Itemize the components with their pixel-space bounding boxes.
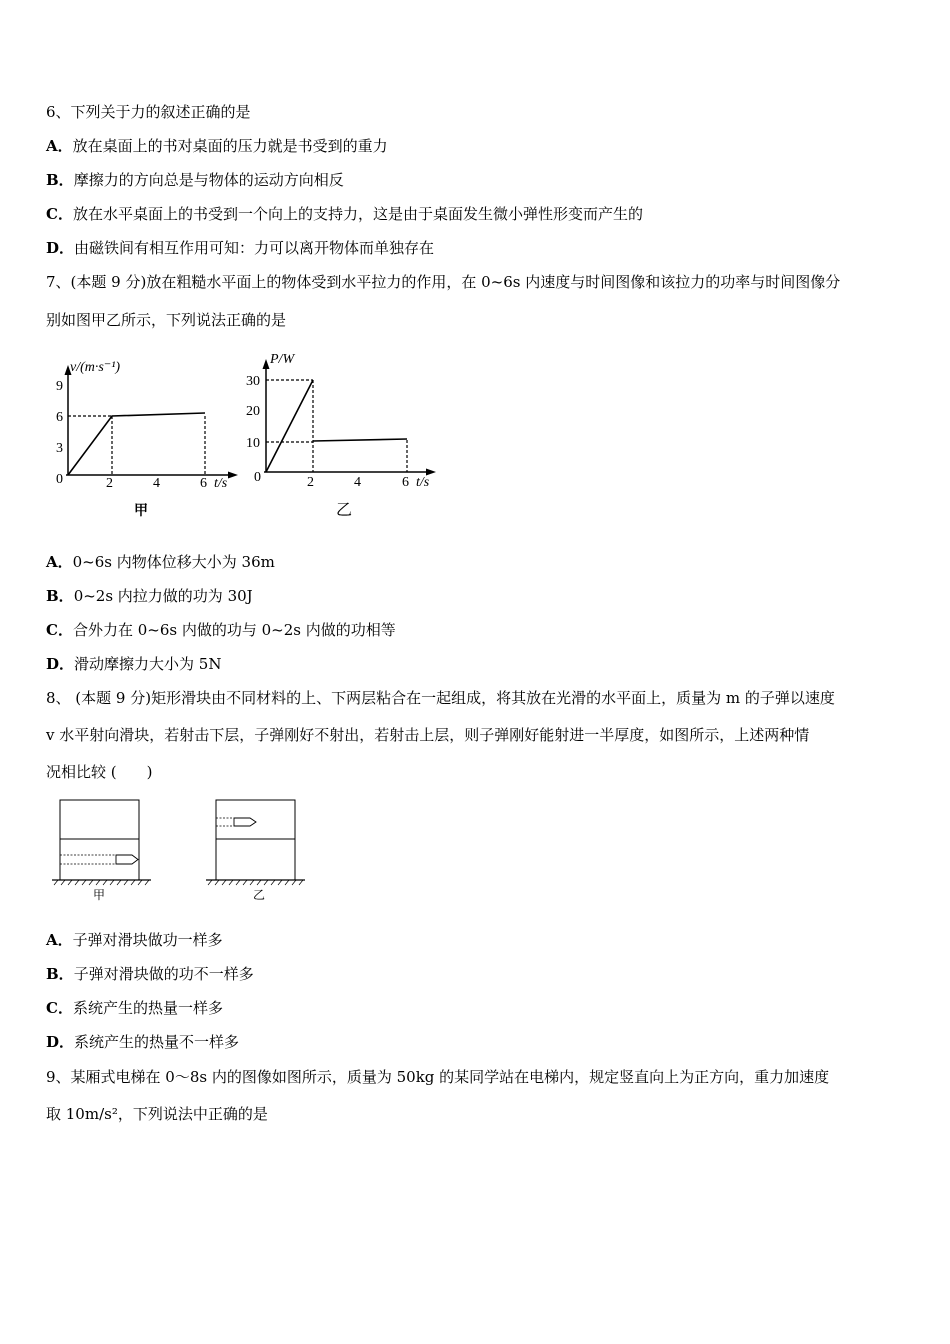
- p-origin-label: 0: [254, 470, 261, 485]
- option-text: 子弹对滑块做功一样多: [72, 931, 223, 949]
- v-t-line: [68, 413, 205, 475]
- v-x-tick-2: 2: [106, 476, 113, 491]
- q7-option-c: [46, 620, 396, 640]
- ground-hatch: [54, 880, 149, 885]
- q8-figure: [48, 795, 308, 910]
- option-text: 由磁铁间有相互作用可知：力可以离开物体而单独存在: [74, 239, 435, 257]
- q8-option-c: [46, 998, 223, 1018]
- caption-yi: 乙: [253, 888, 266, 902]
- option-label: A．: [46, 931, 73, 949]
- option-label: B．: [46, 587, 74, 605]
- p-y-arrow: [263, 359, 270, 369]
- q8-stem-line3: 况相比较 ( ): [46, 763, 153, 781]
- q6-option-a: [46, 136, 388, 156]
- option-text: 0~6s 内物体位移大小为 36m: [72, 553, 275, 571]
- v-x-tick-4: 4: [153, 476, 160, 491]
- p-x-tick-2: 2: [307, 475, 314, 490]
- v-x-arrow: [228, 472, 238, 479]
- option-label: D．: [46, 1033, 75, 1051]
- block-lower-hit: [52, 800, 151, 902]
- q8-stem-line1: 8、 (本题 9 分)矩形滑块由不同材料的上、下两层粘合在一起组成，将其放在光滑的水平面上，质量为 m 的子弹以速度: [46, 689, 835, 707]
- ground-hatch: [208, 880, 303, 885]
- option-label: C．: [46, 999, 73, 1017]
- q9-stem-line2: 取 10m/s²，下列说法中正确的是: [46, 1105, 268, 1123]
- v-caption: 甲: [134, 504, 148, 519]
- option-label: B．: [46, 171, 74, 189]
- option-text: 系统产生的热量一样多: [72, 999, 223, 1017]
- option-text: 子弹对滑块做的功不一样多: [73, 965, 254, 983]
- v-y-tick-9: 9: [56, 379, 63, 394]
- option-label: B．: [46, 965, 74, 983]
- q7-option-b: [46, 586, 253, 606]
- q6-stem: 6、下列关于力的叙述正确的是: [46, 103, 251, 121]
- q8-stem-line2: v 水平射向滑块，若射击下层，子弹刚好不射出，若射击上层，则子弹刚好能射进一半厚度，如图所示，上述两种情: [46, 726, 810, 744]
- q6-option-d: [46, 238, 434, 258]
- block-upper-hit: [206, 800, 305, 902]
- p-x-tick-4: 4: [354, 475, 361, 490]
- option-text: 放在桌面上的书对桌面的压力就是书受到的重力: [72, 137, 388, 155]
- p-x-axis-label: t/s: [416, 475, 430, 490]
- option-label: D．: [46, 655, 75, 673]
- q8-option-a: [46, 930, 223, 950]
- q6-option-b: [46, 170, 344, 190]
- option-text: 0~2s 内拉力做的功为 30J: [73, 587, 253, 605]
- q7-option-a: [46, 552, 275, 572]
- option-label: D．: [46, 239, 75, 257]
- q7-option-d: [46, 654, 221, 674]
- option-text: 合外力在 0~6s 内做的功与 0~2s 内做的功相等: [72, 621, 396, 639]
- p-y-tick-10: 10: [246, 436, 260, 451]
- v-y-tick-6: 6: [56, 410, 63, 425]
- option-text: 放在水平桌面上的书受到一个向上的支持力，这是由于桌面发生微小弹性形变而产生的: [72, 205, 643, 223]
- p-caption: 乙: [336, 502, 353, 519]
- p-t-flat-line: [313, 439, 407, 441]
- q9-stem-line1: 9、某厢式电梯在 0～8s 内的图像如图所示，质量为 50kg 的某同学站在电梯内，规定竖直向上为正方向，重力加速度: [46, 1068, 830, 1086]
- p-y-tick-20: 20: [246, 404, 260, 419]
- p-t-rise-line: [266, 380, 313, 472]
- option-label: C．: [46, 621, 73, 639]
- p-t-graph: [246, 352, 436, 519]
- option-label: C．: [46, 205, 73, 223]
- block-outline: [60, 800, 139, 880]
- v-axis-label: v/(m·s⁻¹): [70, 360, 121, 375]
- option-label: A．: [46, 553, 73, 571]
- q8-option-b: [46, 964, 254, 984]
- q8-option-d: [46, 1032, 239, 1052]
- v-y-tick-3: 3: [56, 441, 63, 456]
- option-text: 系统产生的热量不一样多: [74, 1033, 240, 1051]
- q7-figure: [48, 343, 448, 523]
- option-text: 摩擦力的方向总是与物体的运动方向相反: [73, 171, 344, 189]
- caption-jia: 甲: [93, 888, 106, 902]
- block-outline: [216, 800, 295, 880]
- v-x-tick-6: 6: [200, 476, 207, 491]
- p-axis-label: P/W: [270, 352, 295, 367]
- p-y-tick-30: 30: [246, 374, 260, 389]
- bullet: [234, 818, 256, 826]
- option-text: 滑动摩擦力大小为 5N: [74, 655, 222, 673]
- v-t-graph: [56, 360, 238, 519]
- v-origin-label: 0: [56, 472, 63, 487]
- option-label: A．: [46, 137, 73, 155]
- q7-stem-line2: 别如图甲乙所示，下列说法正确的是: [46, 311, 287, 329]
- q6-option-c: [46, 204, 643, 224]
- v-x-axis-label: t/s: [214, 476, 228, 491]
- bullet: [116, 855, 138, 864]
- q7-stem-line1: 7、(本题 9 分)放在粗糙水平面上的物体受到水平拉力的作用，在 0~6s 内速度与时间图像和该拉力的功率与时间图像分: [46, 273, 841, 291]
- p-x-tick-6: 6: [402, 475, 409, 490]
